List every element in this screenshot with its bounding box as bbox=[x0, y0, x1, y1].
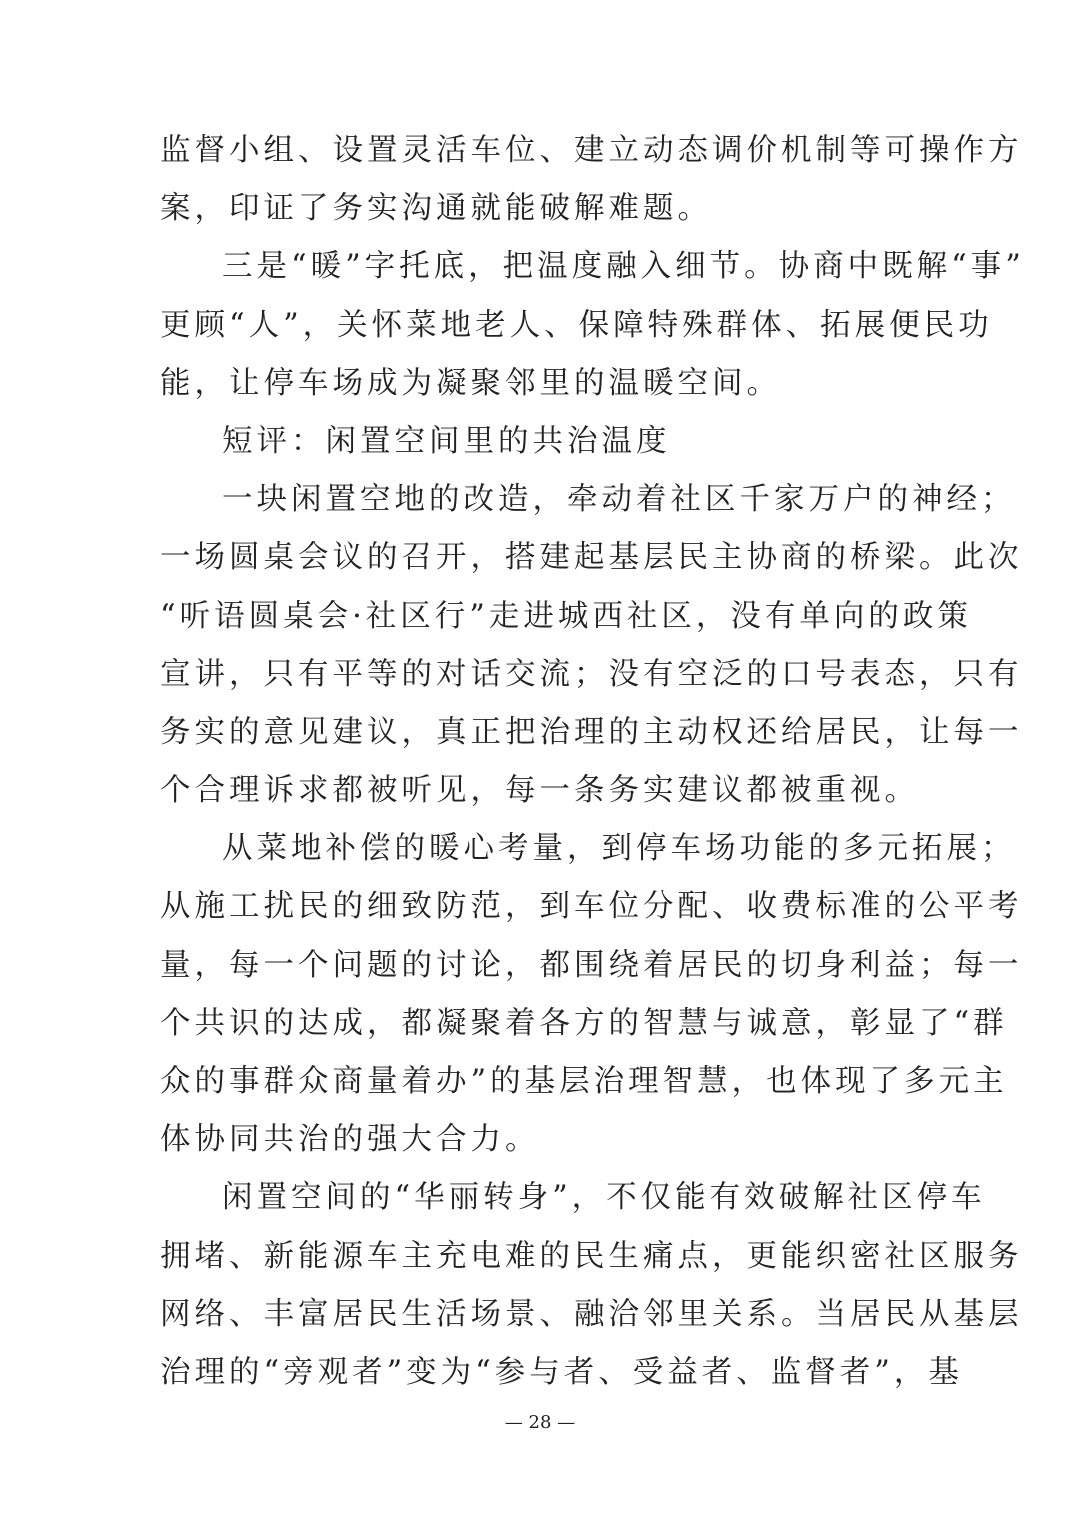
text-line: 众的事群众商量着办”的基层治理智慧，也体现了多元主 bbox=[160, 1064, 1008, 1099]
paragraph-first-line: 闲置空间的“华丽转身”，不仅能有效破解社区停车 bbox=[222, 1180, 986, 1216]
text-line: “听语圆桌会·社区行”走进城西社区，没有单向的政策 bbox=[160, 598, 972, 634]
text-line: 案，印证了务实沟通就能破解难题。 bbox=[160, 191, 712, 227]
text-line: 量，每一个问题的讨论，都围绕着居民的切身利益；每一 bbox=[160, 947, 1023, 983]
text-line: 个合理诉求都被听见，每一条务实建议都被重视。 bbox=[160, 773, 919, 809]
paragraph-first-line: 三是“暖”字托底，把温度融入细节。协商中既解“事” bbox=[222, 249, 1025, 285]
section-heading: 短评：闲置空间里的共治温度 bbox=[222, 423, 671, 459]
text-line: 务实的意见建议，真正把治理的主动权还给居民，让每一 bbox=[160, 714, 1023, 750]
text-line: 更顾“人”，关怀菜地老人、保障特殊群体、拓展便民功 bbox=[160, 307, 993, 343]
text-line: 能，让停车场成为凝聚邻里的温暖空间。 bbox=[160, 365, 781, 401]
text-line: 拥堵、新能源车主充电难的民生痛点，更能织密社区服务 bbox=[160, 1238, 1023, 1274]
text-line: 从施工扰民的细致防范，到车位分配、收费标准的公平考 bbox=[160, 889, 1023, 925]
body-text bbox=[160, 122, 1025, 1402]
text-line: 个共识的达成，都凝聚着各方的智慧与诚意，彰显了“群 bbox=[160, 1005, 1008, 1041]
paragraph-first-line: 一块闲置空地的改造，牵动着社区千家万户的神经； bbox=[222, 482, 1016, 518]
text-line: 监督小组、设置灵活车位、建立动态调价机制等可操作方 bbox=[160, 133, 1023, 168]
text-line: 治理的“旁观者”变为“参与者、受益者、监督者”，基 bbox=[160, 1354, 963, 1390]
paragraph-first-line: 从菜地补偿的暖心考量，到停车场功能的多元拓展； bbox=[222, 831, 1016, 867]
text-line: 一场圆桌会议的召开，搭建起基层民主协商的桥梁。此次 bbox=[160, 540, 1023, 576]
text-line: 体协同共治的强大合力。 bbox=[160, 1122, 540, 1158]
text-line: 网络、丰富居民生活场景、融洽邻里关系。当居民从基层 bbox=[160, 1296, 1023, 1332]
text-line: 宣讲，只有平等的对话交流；没有空泛的口号表态，只有 bbox=[160, 656, 1023, 692]
page-number: — 28 — bbox=[504, 1412, 576, 1433]
